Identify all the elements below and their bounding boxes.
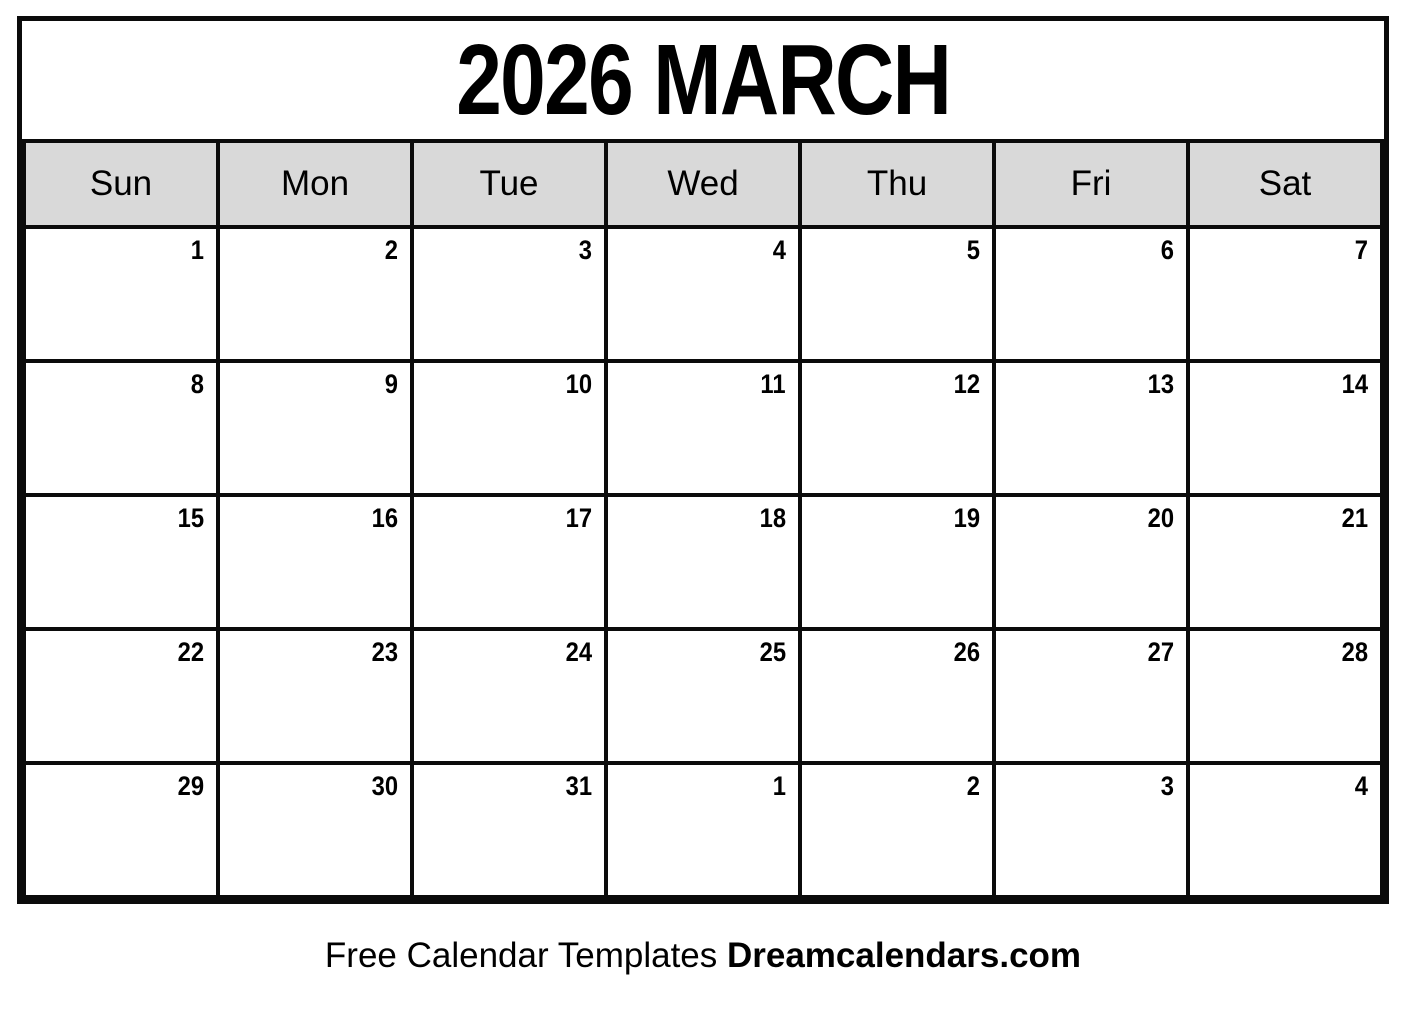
day-cell <box>412 361 606 495</box>
day-cell <box>800 361 994 495</box>
date-number: 2 <box>966 771 980 801</box>
date-number: 20 <box>1147 503 1174 533</box>
day-cell <box>24 763 218 897</box>
day-cell <box>1188 763 1382 897</box>
date-number: 4 <box>1354 771 1368 801</box>
day-cell <box>606 763 800 897</box>
calendar-title: 2026 MARCH <box>455 24 950 136</box>
weekday-header-wed: Wed <box>606 141 800 227</box>
date-number: 4 <box>772 235 786 265</box>
weekday-header-sat: Sat <box>1188 141 1382 227</box>
day-cell <box>412 227 606 361</box>
date-number: 8 <box>190 369 204 399</box>
week-row <box>24 227 1382 361</box>
date-number: 10 <box>565 369 592 399</box>
date-number: 3 <box>1160 771 1174 801</box>
footer <box>0 936 1406 976</box>
day-cell <box>800 227 994 361</box>
day-cell <box>1188 495 1382 629</box>
date-number: 29 <box>177 771 204 801</box>
day-cell <box>412 495 606 629</box>
day-cell <box>994 227 1188 361</box>
date-number: 21 <box>1341 503 1368 533</box>
date-number: 18 <box>759 503 786 533</box>
date-number: 28 <box>1341 637 1368 667</box>
weekday-header-fri: Fri <box>994 141 1188 227</box>
date-number: 3 <box>578 235 592 265</box>
day-cell <box>994 629 1188 763</box>
day-cell <box>606 629 800 763</box>
day-cell <box>218 495 412 629</box>
date-number: 22 <box>177 637 204 667</box>
date-number: 27 <box>1147 637 1174 667</box>
date-number: 25 <box>759 637 786 667</box>
day-cell <box>606 495 800 629</box>
date-number: 31 <box>565 771 592 801</box>
day-cell <box>24 629 218 763</box>
date-number: 19 <box>953 503 980 533</box>
date-number: 16 <box>371 503 398 533</box>
week-row <box>24 495 1382 629</box>
date-number: 12 <box>953 369 980 399</box>
day-cell <box>412 763 606 897</box>
day-cell <box>800 495 994 629</box>
weekday-header-row <box>24 141 1382 227</box>
date-number: 26 <box>953 637 980 667</box>
day-cell <box>218 227 412 361</box>
date-number: 14 <box>1341 369 1368 399</box>
date-number: 7 <box>1354 235 1368 265</box>
date-number: 30 <box>371 771 398 801</box>
weekday-header-sun: Sun <box>24 141 218 227</box>
date-number: 2 <box>384 235 398 265</box>
day-cell <box>218 361 412 495</box>
day-cell <box>1188 227 1382 361</box>
day-cell <box>606 227 800 361</box>
calendar <box>17 16 1389 904</box>
calendar-grid <box>22 139 1384 899</box>
footer-brand: Dreamcalendars.com <box>726 936 1082 975</box>
day-cell <box>606 361 800 495</box>
weekday-header-tue: Tue <box>412 141 606 227</box>
day-cell <box>218 763 412 897</box>
day-cell <box>994 495 1188 629</box>
date-number: 6 <box>1160 235 1174 265</box>
week-row <box>24 763 1382 897</box>
day-cell <box>994 763 1188 897</box>
date-number: 1 <box>772 771 786 801</box>
day-cell <box>800 629 994 763</box>
day-cell <box>1188 629 1382 763</box>
date-number: 17 <box>565 503 592 533</box>
date-number: 11 <box>760 369 786 399</box>
date-number: 13 <box>1147 369 1174 399</box>
day-cell <box>218 629 412 763</box>
week-row <box>24 629 1382 763</box>
weekday-header-mon: Mon <box>218 141 412 227</box>
date-number: 24 <box>565 637 592 667</box>
week-row <box>24 361 1382 495</box>
date-number: 9 <box>384 369 398 399</box>
date-number: 23 <box>371 637 398 667</box>
date-number: 15 <box>177 503 204 533</box>
day-cell <box>800 763 994 897</box>
footer-text: Free Calendar Templates <box>324 936 727 975</box>
day-cell <box>412 629 606 763</box>
day-cell <box>994 361 1188 495</box>
day-cell <box>1188 361 1382 495</box>
weekday-header-thu: Thu <box>800 141 994 227</box>
day-cell <box>24 495 218 629</box>
date-number: 5 <box>966 235 980 265</box>
date-number: 1 <box>190 235 204 265</box>
day-cell <box>24 227 218 361</box>
day-cell <box>24 361 218 495</box>
calendar-title-bar <box>22 21 1384 139</box>
